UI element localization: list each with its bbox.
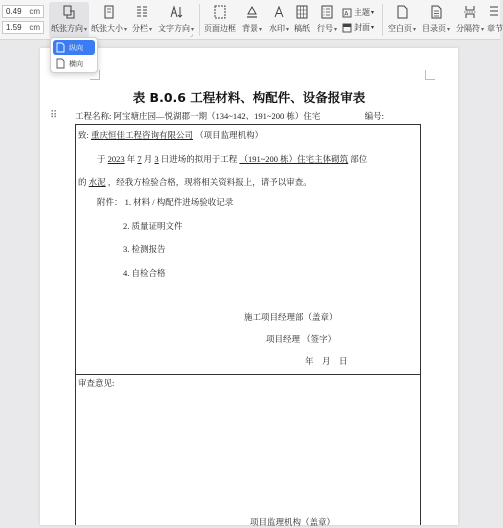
- section-icon: [487, 5, 501, 19]
- project-name-label: 工程名称:: [75, 111, 112, 121]
- margin-corner-mark: [425, 70, 435, 80]
- text-direction-icon: [169, 5, 183, 19]
- date-line: 年 月 日: [305, 356, 348, 366]
- watermark-label: 水印: [268, 24, 285, 33]
- draft-paper-button[interactable]: [292, 2, 312, 38]
- margin-bottom-input[interactable]: [2, 21, 44, 34]
- orientation-portrait-label: 纵向: [69, 44, 83, 52]
- paper-size-label: 纸张大小: [90, 24, 123, 33]
- chevron-down-icon: ▾: [371, 10, 375, 16]
- document-title: 表 B.0.6 工程材料、构配件、设备报审表: [132, 90, 366, 105]
- cover-button[interactable]: [342, 22, 374, 33]
- ribbon-toolbar: [0, 0, 503, 40]
- material-line: [78, 176, 312, 188]
- chevron-down-icon: ▾: [258, 27, 262, 33]
- margin-bottom-unit: cm: [29, 23, 40, 32]
- chevron-down-icon: ▾: [480, 27, 484, 33]
- supervision-seal-label: 项目监理机构（盖章）: [250, 517, 336, 527]
- chevron-down-icon: ▾: [190, 27, 194, 33]
- columns-label: 分栏: [131, 24, 148, 33]
- dept-seal-label: 施工项目经理部（盖章）: [244, 312, 338, 322]
- usage-location: （191~200 栋）住宅主体砌筑: [239, 154, 349, 164]
- toolbar-separator: [382, 4, 383, 36]
- number-label: 编号:: [364, 111, 384, 121]
- theme-label: 主题: [354, 8, 370, 17]
- landscape-page-icon: [56, 58, 65, 69]
- attachment-item: 4. 自检合格: [123, 268, 166, 278]
- day-suffix: 日进场的拟用于工程: [160, 154, 238, 164]
- theme-button[interactable]: [342, 7, 374, 18]
- attachments-line: [97, 196, 233, 208]
- drag-handle-icon[interactable]: ⠿: [50, 110, 57, 121]
- cover-icon: [342, 23, 352, 33]
- line-number-icon: [320, 5, 334, 19]
- year-unit: 年: [126, 154, 136, 164]
- orientation-icon: [62, 5, 76, 19]
- to-line: [78, 129, 263, 141]
- section-button[interactable]: [487, 2, 503, 38]
- chevron-down-icon: ▾: [412, 27, 416, 33]
- columns-icon: [135, 5, 149, 19]
- orientation-menu: [50, 37, 98, 73]
- theme-icon: [342, 8, 352, 18]
- background-button[interactable]: [238, 2, 266, 38]
- project-name-value: 阿宝塘庄园—悦湖郡一期（134~142、191~200 栋）住宅: [113, 111, 321, 121]
- columns-button[interactable]: [130, 2, 154, 38]
- line2-suffix: ，经我方检验合格，现将相关资料报上，请予以审查。: [107, 177, 312, 187]
- entry-month: 7: [137, 154, 142, 164]
- orientation-landscape-label: 横向: [69, 60, 83, 68]
- draft-paper-icon: [295, 5, 309, 19]
- toc-page-button[interactable]: [420, 2, 452, 38]
- chevron-down-icon: ▾: [83, 27, 87, 33]
- page-border-button[interactable]: [203, 2, 237, 38]
- toc-page-label: 目录页: [421, 24, 446, 33]
- to-suffix: （项目监理机构）: [195, 130, 264, 140]
- portrait-page-icon: [56, 42, 65, 53]
- watermark-icon: [272, 5, 286, 19]
- chevron-down-icon: ▾: [123, 27, 127, 33]
- line-number-button[interactable]: [316, 2, 338, 38]
- attachment-item: 1. 材料 / 构配件进场验收记录: [124, 197, 234, 207]
- table-divider: [76, 374, 420, 375]
- orientation-landscape-option[interactable]: [53, 56, 95, 71]
- page-break-icon: [463, 5, 477, 19]
- draft-paper-label: 稿纸: [294, 24, 310, 33]
- paper-size-icon: [102, 5, 116, 19]
- orientation-portrait-option[interactable]: [53, 40, 95, 55]
- blank-page-button[interactable]: [386, 2, 418, 38]
- orientation-button[interactable]: [49, 2, 89, 38]
- section-label: 章节: [487, 24, 503, 33]
- entry-day: 3: [154, 154, 159, 164]
- page-break-label: 分隔符: [455, 24, 480, 33]
- review-label: 审查意见:: [78, 378, 115, 388]
- toolbar-separator: [199, 4, 200, 36]
- chevron-down-icon: ▾: [285, 27, 289, 33]
- chevron-down-icon: ▾: [333, 27, 337, 33]
- month-unit: 月: [143, 154, 153, 164]
- cover-label: 封面: [354, 23, 370, 32]
- page-break-button[interactable]: [454, 2, 486, 38]
- margin-top-unit: cm: [29, 7, 40, 16]
- blank-page-icon: [395, 5, 409, 19]
- paper-size-button[interactable]: [90, 2, 128, 38]
- attachment-item: 2. 质量证明文件: [123, 221, 183, 231]
- line-number-label: 行号: [316, 24, 333, 33]
- margin-top-value: 0.49: [6, 7, 22, 16]
- attachments-label: 附件：: [97, 197, 123, 207]
- entry-date-line: [97, 153, 367, 165]
- toc-page-icon: [429, 5, 443, 19]
- manager-sign-label: 项目经理 （签字）: [266, 334, 337, 344]
- expand-group-icon[interactable]: ⌟: [190, 32, 193, 38]
- orientation-label: 纸张方向: [50, 24, 83, 33]
- to-value: 重庆恒佳工程咨询有限公司: [91, 130, 194, 140]
- entry-year: 2023: [107, 154, 125, 164]
- blank-page-label: 空白页: [387, 24, 412, 33]
- material-name: 水泥: [88, 177, 106, 187]
- line1-prefix: 于: [97, 154, 106, 164]
- attachment-item: 3. 检测报告: [123, 244, 166, 254]
- page-border-icon: [213, 5, 227, 19]
- line2-prefix: 的: [78, 177, 87, 187]
- page-border-label: 页面边框: [204, 24, 236, 33]
- chevron-down-icon: ▾: [446, 27, 450, 33]
- text-direction-label: 文字方向: [157, 24, 190, 33]
- margin-top-input[interactable]: [2, 5, 44, 18]
- chevron-down-icon: ▾: [148, 27, 152, 33]
- background-icon: [245, 5, 259, 19]
- background-label: 背景: [241, 24, 258, 33]
- line1-suffix: 部位: [350, 154, 368, 164]
- watermark-button[interactable]: [266, 2, 292, 38]
- project-name-line: [75, 110, 384, 122]
- svg-text:A: A: [344, 10, 349, 17]
- to-label: 致:: [78, 130, 89, 140]
- chevron-down-icon: ▾: [371, 25, 375, 31]
- margin-bottom-value: 1.59: [6, 23, 22, 32]
